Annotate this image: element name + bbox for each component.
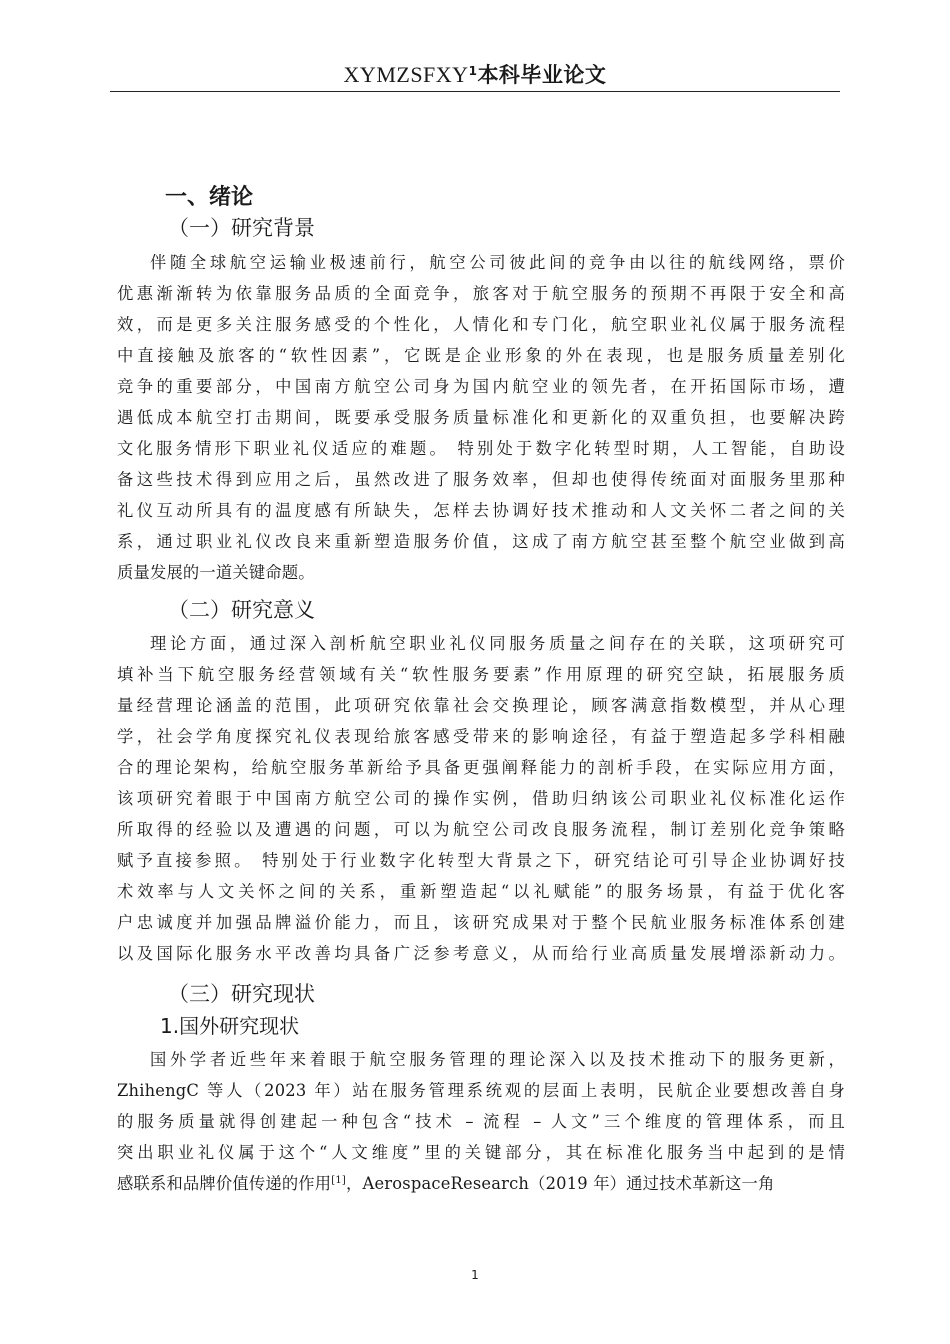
text-line: 伴随全球航空运输业极速前行，航空公司彼此间的竞争由以往的航线网络，票价	[150, 253, 845, 272]
section-title-background: （一）研究背景	[168, 216, 315, 240]
subsection-title-foreign: 1.国外研究现状	[160, 1014, 300, 1038]
header-title: 本科毕业论文	[477, 63, 607, 87]
page-number: 1	[471, 1268, 479, 1282]
text-line: 该项研究着眼于中国南方航空公司的操作实例，借助归纳该公司职业礼仪标准化运作	[117, 789, 845, 808]
text-fragment: ，AerospaceResearch（2019 年）通过技术革新这一角	[346, 1174, 775, 1193]
citation-marker: [1]	[331, 1175, 347, 1186]
text-line: 所取得的经验以及遭遇的问题，可以为航空公司改良服务流程，制订差别化竞争策略	[117, 820, 845, 839]
text-line: 户忠诚度并加强品牌溢价能力，而且，该研究成果对于整个民航业服务标准体系创建	[117, 913, 845, 932]
text-line: 效，而是更多关注服务感受的个性化，人情化和专门化，航空职业礼仪属于服务流程	[117, 315, 845, 334]
paragraph-status	[117, 1044, 845, 1199]
text-line: ZhihengC 等人（2023 年）站在服务管理系统观的层面上表明，民航企业要想改善自身	[117, 1081, 845, 1100]
page-header	[110, 58, 840, 92]
text-line: 量经营理论涵盖的范围，此项研究依靠社会交换理论，顾客满意指数模型，并从心理	[117, 696, 845, 715]
text-line: 备这些技术得到应用之后，虽然改进了服务效率，但却也使得传统面对面服务里那种	[117, 470, 845, 489]
text-line: 优惠渐渐转为依靠服务品质的全面竞争，旅客对于航空服务的预期不再限于安全和高	[117, 284, 845, 303]
text-line: 术效率与人文关怀之间的关系，重新塑造起“以礼赋能”的服务场景，有益于优化客	[117, 882, 845, 901]
text-line: 合的理论架构，给航空服务革新给予具备更强阐释能力的剖析手段，在实际应用方面，	[117, 758, 845, 777]
text-fragment: 感联系和品牌价值传递的作用	[117, 1174, 332, 1193]
text-line: 遇低成本航空打击期间，既要承受服务质量标准化和更新化的双重负担，也要解决跨	[117, 408, 845, 427]
text-line: 填补当下航空服务经营领域有关“软性服务要素”作用原理的研究空缺，拓展服务质	[117, 665, 845, 684]
text-line: 的服务质量就得创建起一种包含“技术 – 流程 – 人文”三个维度的管理体系，而且	[117, 1112, 845, 1131]
text-line: 中直接触及旅客的“软性因素”，它既是企业形象的外在表现，也是服务质量差别化	[117, 346, 845, 365]
text-line: 理论方面，通过深入剖析航空职业礼仪同服务质量之间存在的关联，这项研究可	[150, 634, 845, 653]
text-line-with-citation	[117, 1168, 845, 1199]
header-id: XYMZSFXY	[343, 62, 469, 87]
text-line: 礼仪互动所具有的温度感有所缺失，怎样去协调好技术推动和人文关怀二者之间的关	[117, 501, 845, 520]
section-title-status: （三）研究现状	[168, 982, 315, 1006]
paragraph-significance	[117, 628, 845, 969]
text-line: 文化服务情形下职业礼仪适应的难题。 特别处于数字化转型时期，人工智能，自助设	[117, 439, 845, 458]
section-title-significance: （二）研究意义	[168, 598, 315, 622]
text-line: 突出职业礼仪属于这个“人文维度”里的关键部分，其在标准化服务当中起到的是情	[117, 1143, 845, 1162]
text-line: 国外学者近些年来着眼于航空服务管理的理论深入以及技术推动下的服务更新，	[150, 1050, 845, 1069]
header-superscript: 1	[468, 64, 478, 78]
header-text	[344, 63, 607, 87]
paragraph-background	[117, 247, 845, 588]
text-line: 以及国际化服务水平改善均具备广泛参考意义，从而给行业高质量发展增添新动力。	[117, 944, 845, 963]
text-line: 赋予直接参照。 特别处于行业数字化转型大背景之下，研究结论可引导企业协调好技	[117, 851, 845, 870]
text-line: 竞争的重要部分，中国南方航空公司身为国内航空业的领先者，在开拓国际市场，遭	[117, 377, 845, 396]
text-line: 系，通过职业礼仪改良来重新塑造服务价值，这成了南方航空甚至整个航空业做到高	[117, 532, 845, 551]
text-line: 质量发展的一道关键命题。	[117, 563, 315, 582]
chapter-title: 一、绪论	[165, 185, 254, 210]
text-line: 学，社会学角度探究礼仪表现给旅客感受带来的影响途径，有益于塑造起多学科相融	[117, 727, 845, 746]
